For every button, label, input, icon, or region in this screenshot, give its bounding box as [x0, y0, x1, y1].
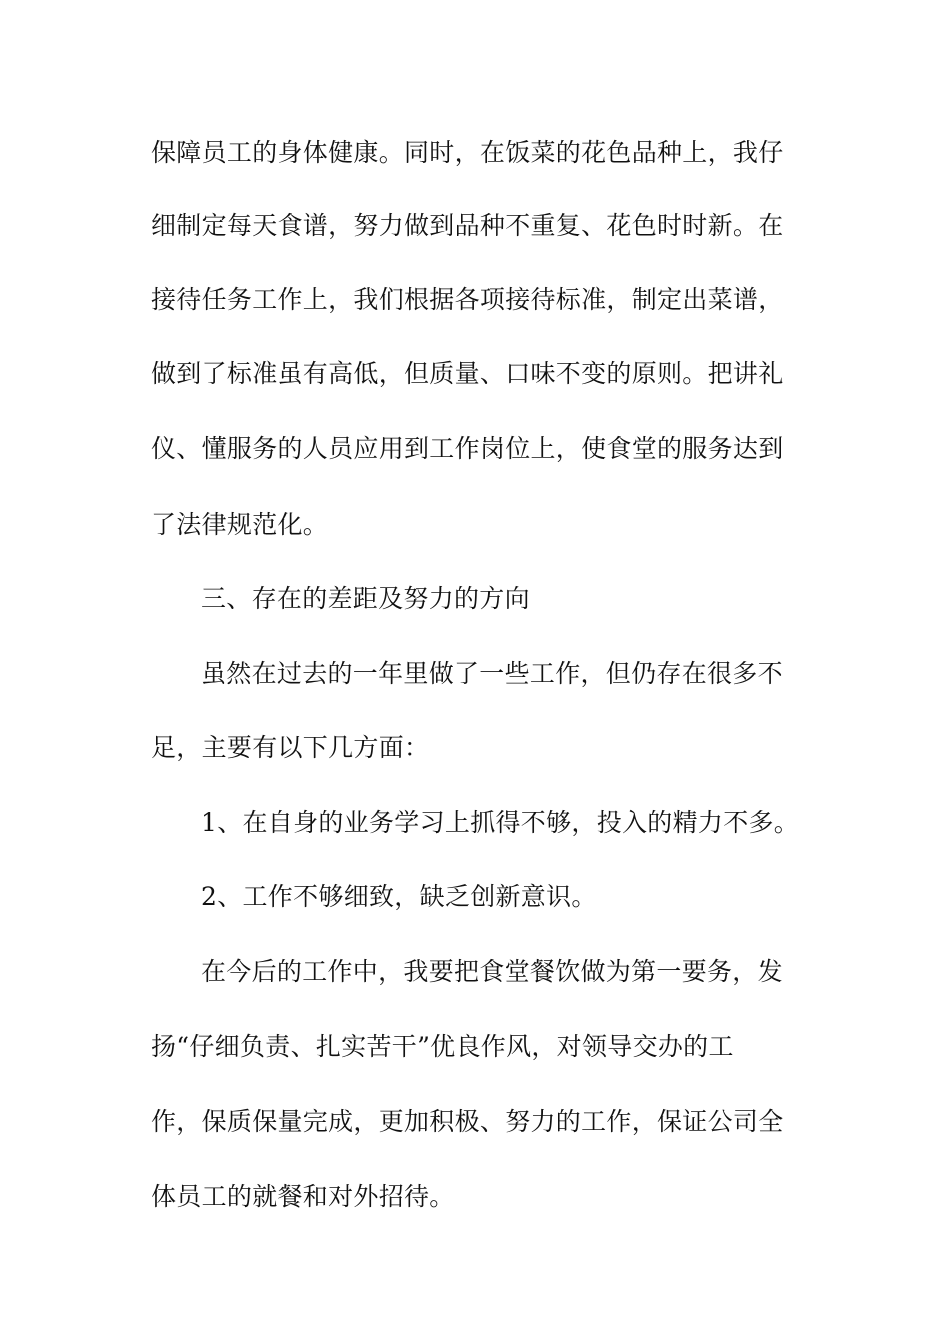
- paragraph-line: 仪、懂服务的人员应用到工作岗位上，使食堂的服务达到: [151, 434, 784, 463]
- paragraph-line: 虽然在过去的一年里做了一些工作，但仍存在很多不: [201, 659, 783, 688]
- paragraph-line: 作，保质保量完成，更加积极、努力的工作，保证公司全: [151, 1107, 784, 1136]
- paragraph-line: 接待任务工作上，我们根据各项接待标准，制定出菜谱，: [151, 285, 784, 314]
- paragraph-line: 扬“仔细负责、扎实苦干”优良作风，对领导交办的工: [151, 1032, 734, 1061]
- paragraph-line: 细制定每天食谱，努力做到品种不重复、花色时时新。在: [151, 211, 784, 240]
- section-heading: 三、存在的差距及努力的方向: [201, 584, 530, 613]
- paragraph-line: 体员工的就餐和对外招待。: [151, 1182, 455, 1211]
- paragraph-line: 保障员工的身体健康。同时，在饭菜的花色品种上，我仔: [151, 138, 784, 167]
- list-item: 2、工作不够细致，缺乏创新意识。: [201, 882, 597, 911]
- paragraph-line: 在今后的工作中，我要把食堂餐饮做为第一要务，发: [201, 957, 783, 986]
- paragraph-line: 了法律规范化。: [151, 510, 329, 539]
- list-item: 1、在自身的业务学习上抓得不够，投入的精力不多。: [201, 808, 800, 837]
- paragraph-line: 足，主要有以下几方面：: [151, 733, 430, 762]
- paragraph-line: 做到了标准虽有高低，但质量、口味不变的原则。把讲礼: [151, 359, 784, 388]
